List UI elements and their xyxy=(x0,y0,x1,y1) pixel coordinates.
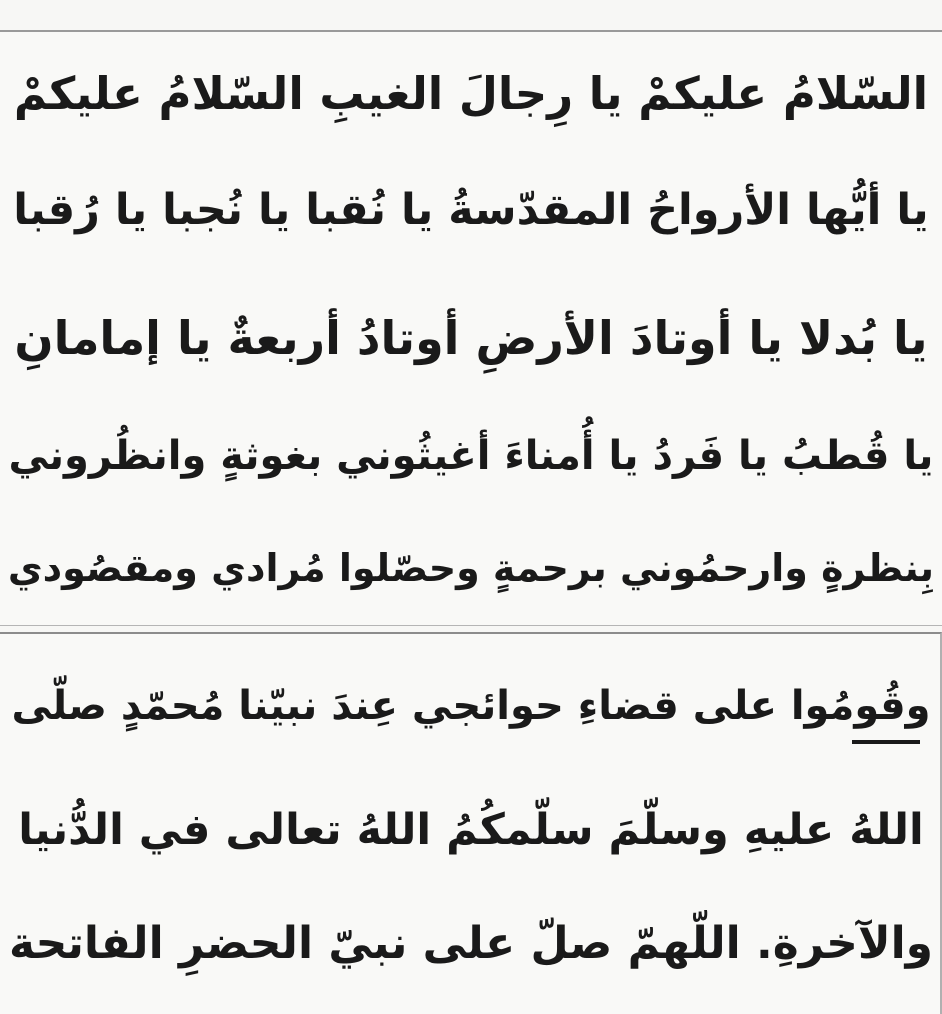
salla-underline xyxy=(852,740,920,744)
text-line-4: يا قُطبُ يا فَردُ يا أُمناءَ أغيثُوني بغوثةٍ وانظُروني xyxy=(8,433,934,479)
text-line-1: السّلامُ عليكمْ يا رِجالَ الغيبِ السّلامُ عليكمْ xyxy=(13,67,929,120)
text-line-2: يا أيُّها الأرواحُ المقدّسةُ يا نُقبا يا نُجبا يا رُقبا xyxy=(13,185,929,235)
text-line-5: بِنظرةٍ وارحمُوني برحمةٍ وحصّلوا مُرادي ومقصُودي xyxy=(7,546,934,590)
text-line-6: وقُومُوا على قضاءِ حوائجي عِندَ نبيّنا مُحمّدٍ صلّى xyxy=(11,683,931,729)
text-line-7: اللهُ عليهِ وسلّمَ سلّمكُمُ اللهُ تعالى في الدُّنيا xyxy=(18,805,924,855)
text-line-3: يا بُدلا يا أوتادَ الأرضِ أوتادُ أربعةٌ يا إمامانِ xyxy=(14,311,928,365)
text-line-8: والآخرةِ. اللّهمّ صلّ على نبيّ الحضرِ الفاتحة xyxy=(8,918,934,969)
